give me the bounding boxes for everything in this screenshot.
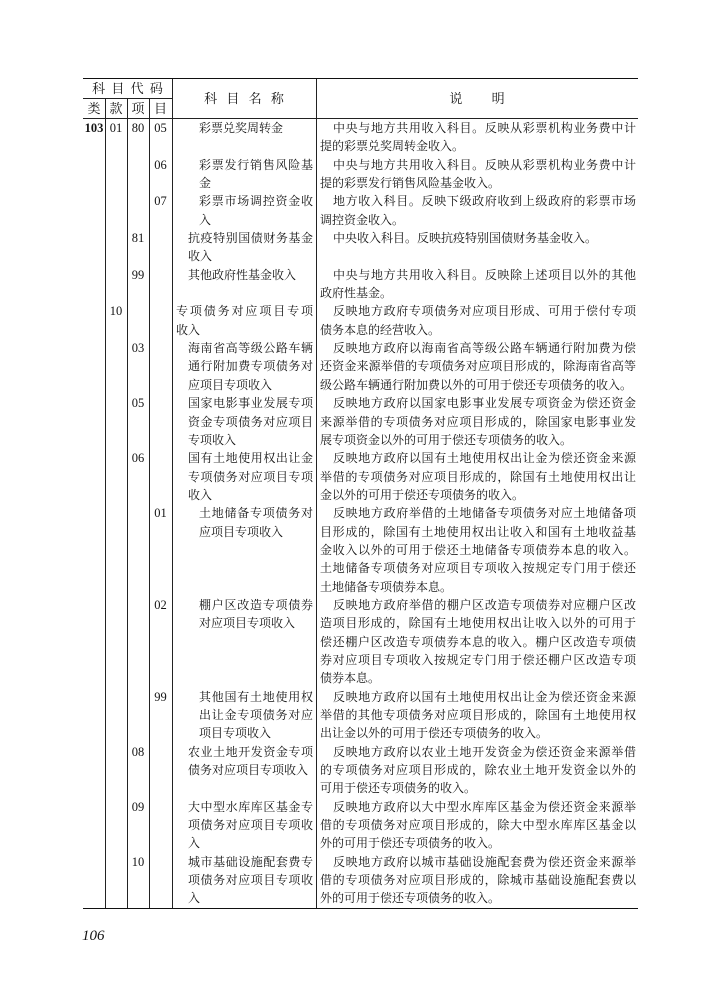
description-line: 还资金来源举借的专项债务对应项目形成的，除海南省高等 <box>320 359 636 374</box>
description-line: 目形成的，除国有土地使用权出让收入和国有土地收益基 <box>320 524 636 539</box>
description-line: 土地储备专项债务对应项目专项收入按规定专门用于偿还 <box>320 561 636 576</box>
subject-name-cell <box>172 394 316 449</box>
classification-table <box>83 78 638 909</box>
subject-name-line: 农业土地开发资金专项 <box>188 744 313 759</box>
subitem-code: 06 <box>154 157 167 172</box>
table-row <box>83 504 638 596</box>
table-row <box>83 449 638 504</box>
description-line: 反映地方政府以大中型水库库区基金为偿还资金来源举 <box>333 799 636 814</box>
item-code <box>127 596 149 614</box>
item-code <box>127 156 149 174</box>
column-divider <box>172 79 173 908</box>
category-code <box>83 192 105 210</box>
description-header: 说 明 <box>449 91 505 106</box>
description-line: 券对应项目专项收入按规定专门用于偿还棚户区改造专项 <box>320 652 636 667</box>
description-line: 反映地方政府以农业土地开发资金为偿还资金来源举借 <box>333 744 636 759</box>
description-cell <box>316 449 638 504</box>
table-row <box>83 688 638 743</box>
subject-name-cell <box>172 853 316 908</box>
item-code <box>127 302 149 320</box>
description-line: 反映地方政府以海南省高等级公路车辆通行附加费为偿 <box>333 341 636 356</box>
table-row <box>83 119 638 156</box>
column-divider <box>127 98 128 908</box>
description-line: 造项目形成的，除国有土地使用权出让收入以外的可用于 <box>320 616 636 631</box>
subject-name-cell <box>172 449 316 504</box>
subject-name-line: 收入 <box>188 249 213 264</box>
category-code <box>83 449 105 467</box>
subject-name-line: 土地储备专项债务对 <box>199 506 313 521</box>
item-code: 05 <box>131 396 145 411</box>
subitem-code <box>149 229 172 247</box>
category-code <box>83 596 105 614</box>
subject-name-line: 彩票兑奖周转金 <box>199 121 284 135</box>
description-line: 提的彩票兑奖周转金收入。 <box>320 139 465 154</box>
table-row <box>83 229 638 266</box>
subitem-code: 01 <box>154 506 167 521</box>
item-code: 99 <box>131 267 145 282</box>
description-cell <box>316 119 638 156</box>
subject-name-header: 科 目 名 称 <box>204 91 284 106</box>
description-line: 反映地方政府以城市基础设施配套费为偿还资金来源举 <box>333 854 636 869</box>
subject-name-line: 国有土地使用权出让金 <box>188 451 313 466</box>
subject-name-line: 彩票发行销售风险基 <box>199 157 313 172</box>
section-code <box>105 449 127 467</box>
category-code <box>83 266 105 284</box>
category-code <box>83 394 105 412</box>
description-line: 级公路车辆通行附加费以外的可用于偿还专项债务的收入。 <box>320 377 633 392</box>
section-code: 10 <box>109 304 123 319</box>
category-code <box>83 229 105 247</box>
section-code <box>105 339 127 357</box>
item-code <box>127 504 149 522</box>
subject-name-line: 入 <box>188 891 201 906</box>
subject-name-cell <box>172 596 316 688</box>
subitem-code <box>149 394 172 412</box>
subitem-code <box>149 743 172 761</box>
section-code <box>105 688 127 706</box>
table-row <box>83 302 638 339</box>
subject-name-cell <box>172 339 316 394</box>
description-cell <box>316 302 638 339</box>
subject-name-line: 金 <box>199 176 212 191</box>
item-header: 项 <box>131 101 145 116</box>
item-code: 81 <box>131 231 145 246</box>
subject-name-line: 项目专项收入 <box>199 726 272 741</box>
subitem-code: 05 <box>154 121 167 135</box>
subject-name-line: 对应项目专项收入 <box>199 616 296 631</box>
subject-name-line: 专项债务对应项目专项 <box>176 304 313 319</box>
table-body <box>83 119 638 908</box>
subitem-code <box>149 798 172 816</box>
description-cell <box>316 156 638 193</box>
description-line: 外的可用于偿还专项债务的收入。 <box>320 836 501 851</box>
description-line: 可用于偿还专项债务的收入。 <box>320 781 477 796</box>
table-row <box>83 339 638 394</box>
subitem-header: 目 <box>153 101 167 116</box>
description-line: 反映地方政府举借的棚户区改造专项债券对应棚户区改 <box>333 597 636 612</box>
subject-name-line: 国家电影事业发展专项 <box>188 396 313 411</box>
subject-name-line: 收入 <box>188 487 213 502</box>
description-line: 土地储备专项债券本息。 <box>320 579 453 594</box>
code-group-header: 科 目 代 码 <box>83 79 172 99</box>
subitem-code: 02 <box>154 597 167 612</box>
subitem-code <box>149 449 172 467</box>
subitem-code <box>149 302 172 320</box>
item-code: 08 <box>131 744 145 759</box>
subject-name-cell <box>172 688 316 743</box>
description-line: 金收入以外的可用于偿还土地储备专项债券本息的收入。 <box>320 542 636 557</box>
description-line: 反映地方政府以国有土地使用权出让金为偿还资金来源 <box>333 689 636 704</box>
subject-name-line: 入 <box>199 212 212 227</box>
subject-name-cell <box>172 229 316 266</box>
subject-name-line: 大中型水库库区基金专 <box>188 799 313 814</box>
description-line: 的专项债务对应项目形成的，除农业土地开发资金以外的 <box>320 763 636 778</box>
subject-name-line: 其他国有土地使用权 <box>199 689 313 704</box>
subject-name-line: 专项债务对应项目专项 <box>188 469 313 484</box>
subject-name-cell <box>172 192 316 229</box>
description-line: 偿还棚户区改造专项债券本息的收入。棚户区改造专项债 <box>320 634 636 649</box>
description-line: 中央与地方共用收入科目。反映从彩票机构业务费中计 <box>333 121 636 135</box>
subject-name-line: 应项目专项收入 <box>199 524 284 539</box>
subject-name-line: 入 <box>188 836 201 851</box>
category-code: 103 <box>84 121 104 135</box>
description-line: 反映地方政府以国有土地使用权出让金为偿还资金来源 <box>333 451 636 466</box>
subject-name-line: 彩票市场调控资金收 <box>199 194 313 209</box>
item-code: 09 <box>131 799 145 814</box>
item-code <box>127 688 149 706</box>
description-cell <box>316 339 638 394</box>
page-number: 106 <box>82 928 105 944</box>
subject-name-cell <box>172 504 316 596</box>
table-row <box>83 743 638 798</box>
table-row <box>83 798 638 853</box>
item-code: 06 <box>131 451 145 466</box>
column-divider <box>316 79 317 908</box>
description-cell <box>316 596 638 688</box>
subject-name-cell <box>172 798 316 853</box>
subject-name-line: 资金专项债务对应项目 <box>188 414 313 429</box>
category-code <box>83 853 105 871</box>
item-code: 03 <box>131 341 145 356</box>
section-header: 款 <box>109 101 123 116</box>
subitem-code: 99 <box>154 689 167 704</box>
description-cell <box>316 853 638 908</box>
category-code <box>83 798 105 816</box>
subject-name-line: 债务对应项目专项收入 <box>188 763 309 778</box>
subject-name-cell <box>172 743 316 798</box>
table-row <box>83 266 638 303</box>
subitem-code <box>149 853 172 871</box>
subject-name-line: 收入 <box>176 322 201 337</box>
subject-name-line: 城市基础设施配套费专 <box>188 854 313 869</box>
category-code <box>83 688 105 706</box>
subject-name-line: 项债务对应项目专项收 <box>188 818 313 833</box>
description-line: 展专项资金以外的可用于偿还专项债务的收入。 <box>320 432 573 447</box>
description-line: 外的可用于偿还专项债务的收入。 <box>320 891 501 906</box>
description-line: 金以外的可用于偿还专项债务的收入。 <box>320 487 525 502</box>
category-code <box>83 156 105 174</box>
subject-name-cell <box>172 119 316 156</box>
description-line: 来源举借的专项债务对应项目形成的，除国家电影事业发 <box>320 414 636 429</box>
column-divider <box>149 98 150 908</box>
description-cell <box>316 798 638 853</box>
section-code <box>105 394 127 412</box>
description-line: 举借的其他专项债务对应项目形成的，除国有土地使用权 <box>320 708 636 722</box>
section-code <box>105 743 127 761</box>
subject-name-line: 通行附加费专项债务对 <box>188 359 313 374</box>
description-line: 调控资金收入。 <box>320 212 405 227</box>
column-divider <box>105 98 106 908</box>
description-line: 借的专项债务对应项目形成的，除大中型水库库区基金以 <box>320 818 636 833</box>
item-code: 80 <box>131 121 145 135</box>
section-code <box>105 192 127 210</box>
subject-name-cell <box>172 302 316 339</box>
section-code <box>105 798 127 816</box>
description-line: 提的彩票发行销售风险基金收入。 <box>320 176 501 191</box>
description-cell <box>316 688 638 743</box>
item-code <box>127 192 149 210</box>
description-line: 反映地方政府举借的土地储备专项债务对应土地储备项 <box>333 506 636 521</box>
description-cell <box>316 743 638 798</box>
description-line: 中央与地方共用收入科目。反映从彩票机构业务费中计 <box>333 157 636 172</box>
item-code: 10 <box>131 854 145 869</box>
subitem-code: 07 <box>154 194 167 209</box>
description-line: 中央与地方共用收入科目。反映除上述项目以外的其他 <box>333 267 636 282</box>
category-code <box>83 743 105 761</box>
description-line: 债务本息的经营收入。 <box>320 322 441 337</box>
section-code <box>105 504 127 522</box>
category-code <box>83 339 105 357</box>
subject-name-line: 海南省高等级公路车辆 <box>188 341 313 356</box>
description-cell <box>316 192 638 229</box>
section-code <box>105 596 127 614</box>
subject-name-cell <box>172 156 316 193</box>
table-row <box>83 192 638 229</box>
subitem-code <box>149 339 172 357</box>
section-code <box>105 266 127 284</box>
subject-name-line: 专项收入 <box>188 432 237 447</box>
table-row <box>83 596 638 688</box>
section-code <box>105 853 127 871</box>
description-line: 反映地方政府以国家电影事业发展专项资金为偿还资金 <box>333 396 636 411</box>
subject-name-line: 其他政府性基金收入 <box>188 267 297 282</box>
section-code <box>105 229 127 247</box>
description-line: 地方收入科目。反映下级政府收到上级政府的彩票市场 <box>333 194 636 209</box>
description-line: 举借的专项债务对应项目形成的，除国有土地使用权出让 <box>320 469 636 484</box>
description-cell <box>316 504 638 596</box>
subject-name-cell <box>172 266 316 303</box>
description-line: 政府性基金。 <box>320 286 393 301</box>
table-row <box>83 853 638 908</box>
category-header: 类 <box>87 101 101 116</box>
description-cell <box>316 394 638 449</box>
description-line: 借的专项债务对应项目形成的，除城市基础设施配套费以 <box>320 873 636 888</box>
section-code <box>105 156 127 174</box>
table-row <box>83 394 638 449</box>
subject-name-line: 出让金专项债务对应 <box>199 708 313 722</box>
description-line: 中央收入科目。反映抗疫特别国债财务基金收入。 <box>333 231 598 246</box>
description-cell <box>316 266 638 303</box>
category-code <box>83 302 105 320</box>
table-header <box>83 79 638 119</box>
category-code <box>83 504 105 522</box>
description-line: 出让金以外的可用于偿还专项债务的收入。 <box>320 726 549 741</box>
subitem-code <box>149 266 172 284</box>
section-code: 01 <box>109 121 123 135</box>
description-cell <box>316 229 638 266</box>
subject-name-line: 棚户区改造专项债券 <box>199 597 313 612</box>
description-line: 债券本息。 <box>320 671 381 686</box>
subject-name-line: 项债务对应项目专项收 <box>188 873 313 888</box>
subject-name-line: 抗疫特别国债财务基金 <box>188 231 313 246</box>
description-line: 反映地方政府专项债务对应项目形成、可用于偿付专项 <box>333 304 636 319</box>
subject-name-line: 应项目专项收入 <box>188 377 273 392</box>
table-row <box>83 156 638 193</box>
